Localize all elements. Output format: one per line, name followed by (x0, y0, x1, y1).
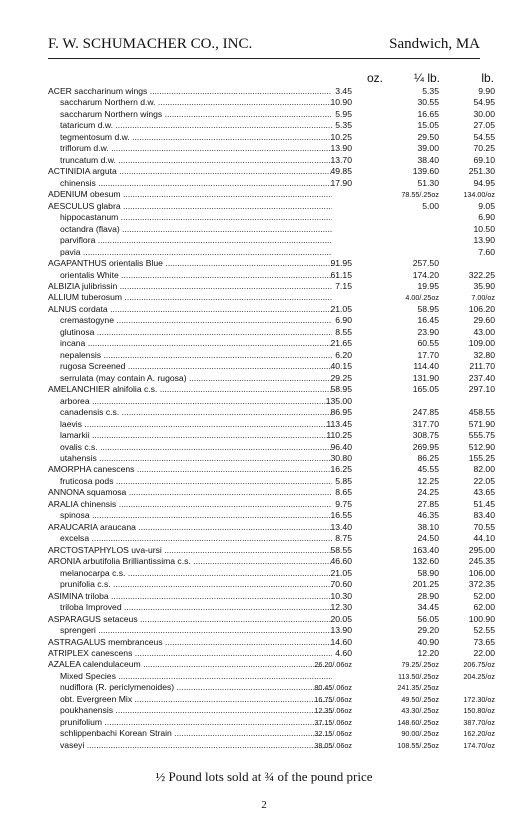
price-row (0, 384, 528, 395)
column-header-lb: lb. (481, 71, 494, 85)
price-oz: 17.90 (330, 177, 352, 188)
species-name: canadensis c.s. ..... (60, 407, 332, 418)
species-name: orientalis White ..... (60, 270, 332, 281)
species-name: prunifolia c.s. ..... (60, 579, 332, 590)
price-row (0, 86, 528, 97)
price-lb: 109.00 (468, 338, 495, 349)
species-name: AMORPHA canescens ..... (48, 464, 332, 475)
page-header (48, 36, 480, 58)
price-row (0, 533, 528, 544)
price-oz: 9.75 (335, 498, 352, 509)
price-lb: 62.00 (473, 602, 495, 613)
species-name: ARONIA arbutifolia Brilliantissima c.s. ..... (48, 556, 332, 567)
price-quarter-lb: 12.25 (417, 475, 439, 486)
price-row (0, 522, 528, 533)
price-lb: 9.90 (478, 86, 495, 96)
price-quarter-lb: 49.50/.25oz (401, 694, 439, 704)
price-lb: 32.80 (473, 349, 495, 360)
price-oz: 13.70 (330, 154, 352, 165)
price-oz: 46.60 (330, 556, 352, 567)
price-row (0, 694, 528, 705)
price-quarter-lb: 165.05 (412, 384, 439, 395)
species-name: ASIMINA triloba ..... (48, 591, 332, 602)
price-lb: 22.00 (473, 647, 495, 658)
price-lb: 9.05 (478, 200, 495, 211)
price-lb: 387.70/oz (463, 717, 495, 727)
species-name: serrulata (may contain A. rugosa) ..... (60, 373, 332, 384)
price-lb: 94.95 (473, 177, 495, 188)
species-name: ASPARAGUS setaceus ..... (48, 614, 332, 625)
species-name: ARAUCARIA araucana ..... (48, 522, 332, 533)
price-oz: 30.80 (330, 453, 352, 463)
price-quarter-lb: 38.40 (417, 154, 439, 165)
price-quarter-lb: 17.70 (417, 349, 439, 360)
species-name: parviflora ..... (60, 235, 332, 246)
price-oz: 58.95 (330, 384, 352, 395)
species-name: excelsa ..... (60, 533, 332, 544)
price-lb: 555.75 (468, 430, 495, 441)
price-row (0, 327, 528, 338)
price-lb: 372.35 (468, 579, 495, 590)
price-oz: 37.15/.06oz (314, 717, 352, 727)
price-row (0, 292, 528, 303)
price-quarter-lb: 79.25/.25oz (401, 660, 439, 670)
price-row (0, 740, 528, 751)
price-quarter-lb: 148.60/.25oz (397, 717, 439, 727)
price-quarter-lb: 43.30/.25oz (401, 706, 439, 716)
price-lb: 211.70 (469, 361, 495, 372)
price-quarter-lb: 269.95 (412, 441, 439, 452)
species-name: rugosa Screened ..... (60, 361, 332, 372)
price-oz: 6.90 (335, 315, 352, 326)
price-lb: 43.00 (473, 326, 495, 337)
price-oz: 16.75/.06oz (314, 694, 352, 704)
price-row (0, 568, 528, 579)
price-lb: 22.05 (473, 475, 495, 486)
species-name: arborea ..... (60, 396, 332, 407)
price-quarter-lb: 40.90 (417, 636, 439, 647)
price-quarter-lb: 56.05 (417, 613, 439, 624)
price-oz: 5.95 (335, 108, 352, 119)
price-lb: 172.30/oz (463, 694, 495, 704)
price-row (0, 270, 528, 281)
price-oz: 80.45/.06oz (314, 683, 352, 693)
price-oz: 13.90 (330, 625, 352, 636)
price-oz: 8.55 (335, 326, 352, 337)
price-oz: 113.45 (326, 418, 352, 429)
price-oz: 3.45 (335, 86, 352, 96)
price-row (0, 189, 528, 200)
price-lb: 27.05 (473, 120, 495, 131)
species-name: ARCTOSTAPHYLOS uva-ursi ..... (48, 545, 332, 556)
species-name: vaseyi ..... (60, 740, 332, 751)
species-name: schlippenbachi Korean Strain ..... (60, 728, 332, 739)
price-oz: 26.20/.06oz (314, 660, 352, 670)
species-name: ANNONA squamosa ..... (48, 487, 332, 498)
price-row (0, 361, 528, 372)
company-name: F. W. SCHUMACHER CO., INC. (48, 36, 253, 52)
header-rule (48, 58, 480, 59)
price-row (0, 97, 528, 108)
price-row (0, 143, 528, 154)
species-name: glutinosa ..... (60, 327, 332, 338)
species-name: ACTINIDIA arguta ..... (48, 166, 332, 177)
price-lb: 106.20 (468, 303, 495, 314)
price-oz: 7.15 (335, 280, 352, 291)
price-lb: 245.35 (468, 556, 495, 567)
price-quarter-lb: 45.55 (417, 464, 439, 475)
price-oz: 8.65 (335, 487, 352, 498)
column-header-quarter-lb: ¼ lb. (413, 71, 440, 85)
price-quarter-lb: 78.55/.25oz (401, 190, 439, 200)
price-oz: 29.25 (330, 372, 352, 383)
species-name: AMELANCHIER alnifolia c.s. ..... (48, 384, 332, 395)
price-oz: 16.25 (330, 464, 352, 475)
price-row (0, 591, 528, 602)
price-lb: 295.00 (468, 544, 495, 555)
species-name: truncatum d.w. ..... (60, 155, 332, 166)
price-row (0, 728, 528, 739)
price-quarter-lb: 4.00/.25oz (405, 293, 439, 303)
price-row (0, 396, 528, 407)
price-row (0, 614, 528, 625)
price-quarter-lb: 38.10 (417, 521, 439, 532)
price-lb: 297.10 (468, 384, 495, 395)
species-name: sprengeri ..... (60, 625, 332, 636)
price-row (0, 247, 528, 258)
price-oz: 12.35/.06oz (314, 706, 352, 716)
price-quarter-lb: 34.45 (417, 602, 439, 613)
species-name: ADENIUM obesum ..... (48, 189, 332, 200)
price-quarter-lb: 29.20 (417, 625, 439, 636)
price-quarter-lb: 46.35 (417, 510, 439, 521)
price-row (0, 476, 528, 487)
price-lb: 174.70/oz (463, 740, 495, 750)
price-oz: 49.85 (330, 166, 352, 177)
price-oz: 70.60 (330, 579, 352, 590)
species-name: saccharum Northern wings ..... (60, 109, 332, 120)
price-row (0, 235, 528, 246)
price-row (0, 637, 528, 648)
price-quarter-lb: 5.00 (422, 200, 439, 211)
price-quarter-lb: 139.60 (412, 166, 439, 177)
price-oz: 96.40 (330, 441, 352, 452)
price-row (0, 155, 528, 166)
price-quarter-lb: 163.40 (412, 544, 439, 555)
price-quarter-lb: 27.85 (417, 498, 439, 509)
species-name: Mixed Species ..... (60, 671, 332, 682)
species-name: incana ..... (60, 338, 332, 349)
price-row (0, 120, 528, 131)
price-quarter-lb: 60.55 (417, 338, 439, 349)
price-quarter-lb: 58.90 (417, 567, 439, 578)
species-name: tataricum d.w. ..... (60, 120, 332, 131)
price-quarter-lb: 257.50 (412, 258, 439, 269)
price-row (0, 442, 528, 453)
price-quarter-lb: 16.65 (417, 108, 439, 119)
price-oz: 21.05 (330, 567, 352, 578)
price-quarter-lb: 39.00 (417, 143, 439, 154)
price-row (0, 304, 528, 315)
price-quarter-lb: 90.00/.25oz (401, 729, 439, 739)
price-lb: 43.65 (473, 487, 495, 498)
price-row (0, 166, 528, 177)
price-lb: 82.00 (473, 464, 495, 475)
column-headers (0, 71, 528, 85)
price-oz: 40.15 (330, 361, 352, 372)
price-oz: 32.15/.06oz (314, 729, 352, 739)
species-name: nudiflora (R. periclymenoides) ..... (60, 682, 332, 693)
price-oz: 12.30 (330, 602, 352, 613)
price-row (0, 705, 528, 716)
price-row (0, 132, 528, 143)
species-name: ARALIA chinensis ..... (48, 499, 332, 510)
price-oz: 91.95 (330, 258, 352, 269)
price-lb: 458.55 (468, 407, 495, 418)
price-row (0, 212, 528, 223)
price-quarter-lb: 113.50/.25oz (397, 671, 439, 681)
price-oz: 58.55 (330, 544, 352, 555)
price-lb: 54.55 (473, 131, 495, 142)
price-oz: 21.65 (330, 338, 352, 349)
price-quarter-lb: 108.55/.25oz (397, 740, 439, 750)
price-oz: 5.85 (335, 475, 352, 486)
price-row (0, 579, 528, 590)
species-name: hippocastanum ..... (60, 212, 332, 223)
price-row (0, 224, 528, 235)
price-row (0, 648, 528, 659)
species-name: prunifolium ..... (60, 717, 332, 728)
species-name: octandra (flava) ..... (60, 224, 332, 235)
price-lb: 237.40 (468, 372, 495, 383)
company-location: Sandwich, MA (389, 36, 480, 52)
price-lb: 251.30 (468, 166, 495, 177)
price-quarter-lb: 24.25 (417, 487, 439, 498)
price-quarter-lb: 24.50 (417, 533, 439, 544)
price-row (0, 258, 528, 269)
price-oz: 14.60 (330, 636, 352, 647)
price-lb: 162.20/oz (463, 729, 495, 739)
price-lb: 69.10 (473, 154, 495, 165)
price-oz: 10.25 (330, 131, 352, 142)
price-quarter-lb: 23.90 (417, 326, 439, 337)
price-row (0, 556, 528, 567)
species-name: triflorum d.w. ..... (60, 143, 332, 154)
price-row (0, 545, 528, 556)
price-quarter-lb: 51.30 (417, 177, 439, 188)
price-lb: 7.00/oz (471, 293, 495, 303)
price-row (0, 510, 528, 521)
price-oz: 110.25 (326, 430, 352, 441)
price-quarter-lb: 12.20 (417, 647, 439, 658)
price-quarter-lb: 28.90 (417, 590, 439, 601)
species-name: laevis ..... (60, 419, 332, 430)
price-lb: 70.55 (473, 521, 495, 532)
price-oz: 13.40 (330, 521, 352, 532)
price-oz: 61.15 (330, 269, 352, 280)
price-quarter-lb: 132.60 (412, 556, 439, 567)
species-name: ASTRAGALUS membranceus ..... (48, 637, 332, 648)
price-row (0, 430, 528, 441)
species-name: poukhanensis ..... (60, 705, 332, 716)
price-oz: 13.90 (330, 143, 352, 154)
species-name: ACER saccharinum wings ..... (48, 86, 332, 97)
price-row (0, 625, 528, 636)
price-row (0, 407, 528, 418)
price-oz: 6.20 (335, 349, 352, 360)
price-quarter-lb: 5.35 (422, 86, 439, 96)
price-oz: 135.00 (325, 395, 352, 406)
price-lb: 52.55 (473, 625, 495, 636)
species-name: nepalensis ..... (60, 350, 332, 361)
price-lb: 322.25 (468, 269, 495, 280)
price-row (0, 315, 528, 326)
price-lb: 100.90 (468, 613, 495, 624)
price-quarter-lb: 29.50 (417, 131, 439, 142)
price-oz: 5.35 (335, 120, 352, 131)
species-name: ALNUS cordata ..... (48, 304, 332, 315)
price-lb: 571.90 (468, 418, 495, 429)
price-quarter-lb: 19.95 (417, 280, 439, 291)
price-lb: 70.25 (473, 143, 495, 154)
species-name: chinensis ..... (60, 178, 332, 189)
price-oz: 8.75 (335, 533, 352, 544)
price-row (0, 201, 528, 212)
column-header-oz: oz. (366, 71, 383, 85)
species-name: utahensis ..... (60, 453, 332, 464)
price-lb: 73.65 (473, 636, 495, 647)
price-row (0, 373, 528, 384)
price-quarter-lb: 114.40 (413, 361, 439, 372)
price-row (0, 499, 528, 510)
price-lb: 206.75/oz (463, 660, 495, 670)
species-name: spinosa ..... (60, 510, 332, 521)
species-name: AGAPANTHUS orientalis Blue ..... (48, 258, 332, 269)
price-row (0, 338, 528, 349)
price-lb: 83.40 (473, 510, 495, 521)
price-lb: 150.80/oz (463, 706, 495, 716)
price-quarter-lb: 308.75 (412, 430, 439, 441)
price-lb: 10.50 (473, 223, 495, 234)
price-quarter-lb: 30.55 (417, 97, 439, 108)
species-name: AESCULUS glabra ..... (48, 201, 332, 212)
price-lb: 6.90 (478, 212, 495, 223)
price-row (0, 671, 528, 682)
price-quarter-lb: 86.25 (417, 453, 439, 463)
species-name: AZALEA calendulaceum ..... (48, 659, 332, 670)
price-row (0, 682, 528, 693)
price-oz: 38.05/.06oz (314, 740, 352, 750)
species-name: lamarkii ..... (60, 430, 332, 441)
price-quarter-lb: 317.70 (412, 418, 439, 429)
price-row (0, 281, 528, 292)
price-oz: 4.60 (335, 647, 352, 658)
price-lb: 52.00 (473, 590, 495, 601)
species-name: ALBIZIA julibrissin ..... (48, 281, 332, 292)
price-row (0, 109, 528, 120)
price-row (0, 350, 528, 361)
price-lb: 7.60 (478, 246, 495, 257)
price-quarter-lb: 201.25 (412, 579, 439, 590)
species-name: cremastogyne ..... (60, 315, 332, 326)
price-quarter-lb: 241.35/.25oz (397, 683, 439, 693)
price-oz: 21.05 (330, 303, 352, 314)
price-quarter-lb: 16.45 (417, 315, 439, 326)
page-number: 2 (261, 799, 267, 811)
price-lb: 106.00 (468, 567, 495, 578)
species-name: ALLIUM tuberosum ..... (48, 292, 332, 303)
price-oz: 10.30 (330, 590, 352, 601)
price-lb: 29.60 (473, 315, 495, 326)
price-lb: 30.00 (473, 108, 495, 119)
species-name: obt. Evergreen Mix ..... (60, 694, 332, 705)
price-oz: 86.95 (330, 407, 352, 418)
price-quarter-lb: 174.20 (412, 269, 439, 280)
price-row (0, 487, 528, 498)
price-oz: 20.05 (330, 613, 352, 624)
price-row (0, 659, 528, 670)
price-lb: 13.90 (473, 235, 495, 246)
price-lb: 204.25/oz (463, 671, 495, 681)
price-lb: 134.00/oz (463, 190, 495, 200)
price-lb: 54.95 (473, 97, 495, 108)
price-quarter-lb: 247.85 (412, 407, 439, 418)
species-name: saccharum Northern d.w. ..... (60, 97, 332, 108)
price-oz: 16.55 (330, 510, 352, 521)
price-row (0, 717, 528, 728)
price-lb: 35.90 (473, 280, 495, 291)
price-lb: 44.10 (473, 533, 495, 544)
species-name: pavia ..... (60, 247, 332, 258)
price-quarter-lb: 15.05 (417, 120, 439, 131)
price-row (0, 602, 528, 613)
price-lb: 512.90 (468, 441, 495, 452)
price-lb: 51.45 (473, 498, 495, 509)
species-name: melanocarpa c.s. ..... (60, 568, 332, 579)
price-oz: 10.90 (330, 97, 352, 108)
price-quarter-lb: 58.95 (417, 303, 439, 314)
species-name: triloba Improved ..... (60, 602, 332, 613)
footnote: ½ Pound lots sold at ¾ of the pound price (155, 769, 373, 784)
price-quarter-lb: 131.90 (412, 372, 439, 383)
species-name: fruticosa pods ..... (60, 476, 332, 487)
species-name: tegmentosum d.w. ..... (60, 132, 332, 143)
price-row (0, 464, 528, 475)
price-row (0, 178, 528, 189)
price-row (0, 453, 528, 464)
price-list (0, 86, 528, 751)
species-name: ATRIPLEX canescens ..... (48, 648, 332, 659)
species-name: ovalis c.s. ..... (60, 442, 332, 453)
price-lb: 155.25 (468, 453, 495, 463)
price-row (0, 419, 528, 430)
